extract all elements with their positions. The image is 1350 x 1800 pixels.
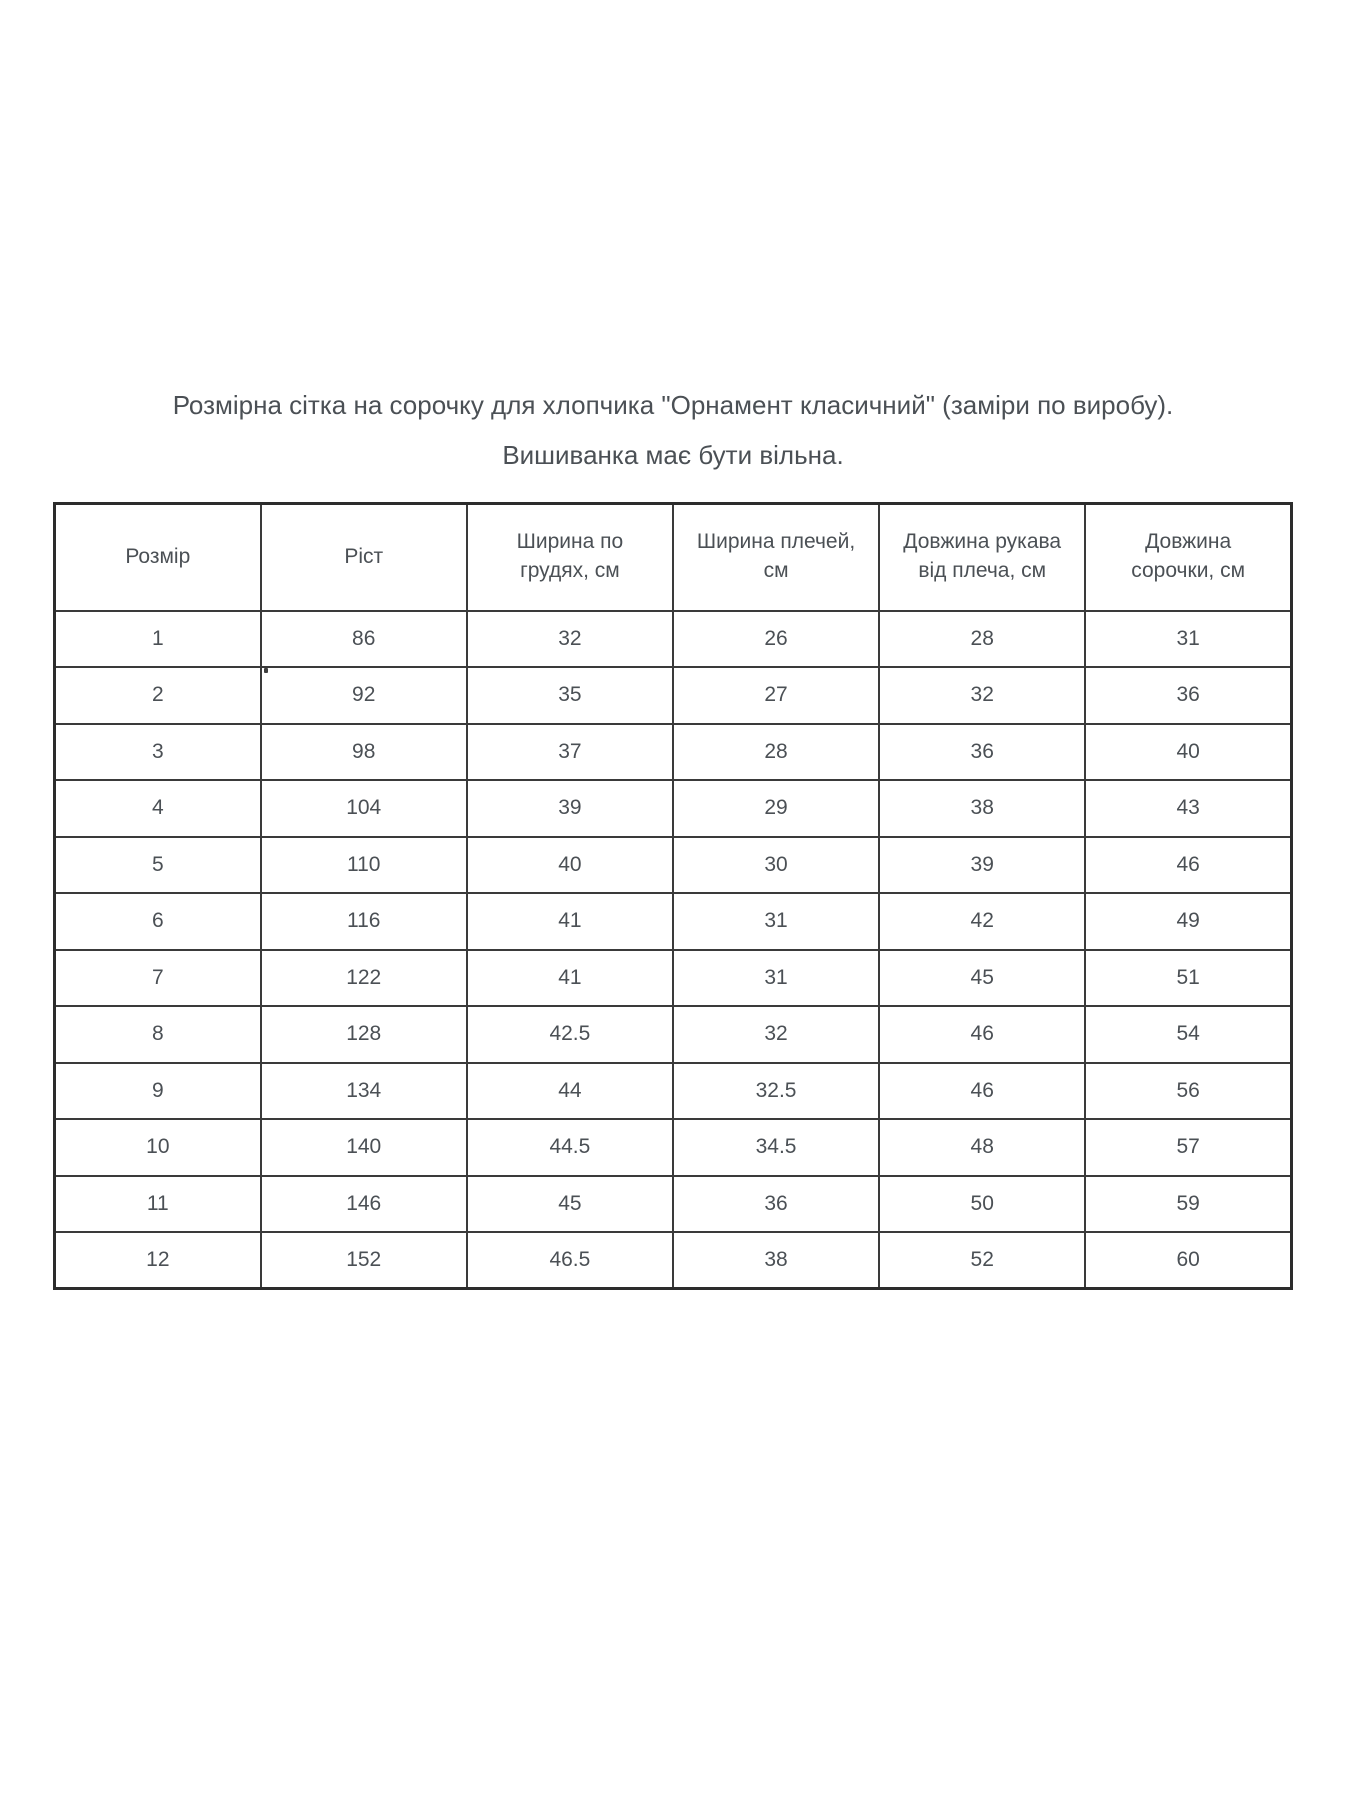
table-cell: 37 xyxy=(467,724,673,781)
title-block xyxy=(53,380,1293,480)
table-cell: 12 xyxy=(55,1232,261,1289)
table-cell: 92 xyxy=(261,667,467,724)
table-cell: 110 xyxy=(261,837,467,894)
table-cell: 1 xyxy=(55,611,261,668)
table-cell: 4 xyxy=(55,780,261,837)
table-cell: 122 xyxy=(261,950,467,1007)
table-cell: 134 xyxy=(261,1063,467,1120)
table-cell: 104 xyxy=(261,780,467,837)
table-row xyxy=(55,1232,1292,1289)
table-cell: 2 xyxy=(55,667,261,724)
table-row xyxy=(55,1119,1292,1176)
table-cell: 56 xyxy=(1085,1063,1291,1120)
table-cell: 43 xyxy=(1085,780,1291,837)
table-cell: 57 xyxy=(1085,1119,1291,1176)
table-cell: 28 xyxy=(879,611,1085,668)
table-cell: 39 xyxy=(467,780,673,837)
table-cell: 49 xyxy=(1085,893,1291,950)
table-cell: 44 xyxy=(467,1063,673,1120)
table-cell: 36 xyxy=(879,724,1085,781)
table-cell: 28 xyxy=(673,724,879,781)
table-cell: 51 xyxy=(1085,950,1291,1007)
table-cell: 10 xyxy=(55,1119,261,1176)
table-cell: 42 xyxy=(879,893,1085,950)
table-cell: 38 xyxy=(879,780,1085,837)
table-cell: 46 xyxy=(879,1006,1085,1063)
table-cell: 45 xyxy=(879,950,1085,1007)
table-cell: 6 xyxy=(55,893,261,950)
table-cell: 36 xyxy=(1085,667,1291,724)
table-cell: 46.5 xyxy=(467,1232,673,1289)
table-cell: 11 xyxy=(55,1176,261,1233)
table-cell: 152 xyxy=(261,1232,467,1289)
table-cell: 41 xyxy=(467,950,673,1007)
table-cell: 59 xyxy=(1085,1176,1291,1233)
table-cell: 54 xyxy=(1085,1006,1291,1063)
table-cell: 31 xyxy=(1085,611,1291,668)
table-cell: 40 xyxy=(467,837,673,894)
table-row xyxy=(55,724,1292,781)
table-cell: 140 xyxy=(261,1119,467,1176)
table-header-cell-chest-width: Ширина по грудях, см xyxy=(467,504,673,611)
page-title: Розмірна сітка на сорочку для хлопчика "Орнамент класичний" (заміри по виробу). xyxy=(172,390,1174,420)
table-cell: 32 xyxy=(467,611,673,668)
table-header xyxy=(55,504,1292,611)
table-cell: 128 xyxy=(261,1006,467,1063)
table-cell: 34.5 xyxy=(673,1119,879,1176)
table-cell: 116 xyxy=(261,893,467,950)
table-cell: 31 xyxy=(673,893,879,950)
table-row xyxy=(55,1063,1292,1120)
table-header-cell-size: Розмір xyxy=(55,504,261,611)
table-body xyxy=(55,611,1292,1289)
table-row xyxy=(55,780,1292,837)
table-cell: 41 xyxy=(467,893,673,950)
table-cell: 40 xyxy=(1085,724,1291,781)
table-cell: 42.5 xyxy=(467,1006,673,1063)
table-cell: 52 xyxy=(879,1232,1085,1289)
page-subtitle: Вишиванка має бути вільна. xyxy=(502,440,844,470)
table-cell: 60 xyxy=(1085,1232,1291,1289)
table-cell: 32 xyxy=(879,667,1085,724)
table-cell: 46 xyxy=(879,1063,1085,1120)
table-cell: 86 xyxy=(261,611,467,668)
table-cell: 39 xyxy=(879,837,1085,894)
table-header-row xyxy=(55,504,1292,611)
table-cell: 9 xyxy=(55,1063,261,1120)
table-cell: 3 xyxy=(55,724,261,781)
table-cell: 98 xyxy=(261,724,467,781)
table-cell: 32.5 xyxy=(673,1063,879,1120)
table-cell: 7 xyxy=(55,950,261,1007)
table-cell: 30 xyxy=(673,837,879,894)
table-row xyxy=(55,611,1292,668)
table-cell: 26 xyxy=(673,611,879,668)
table-row xyxy=(55,950,1292,1007)
table-cell: 8 xyxy=(55,1006,261,1063)
table-row xyxy=(55,1006,1292,1063)
table-header-cell-shirt-length: Довжина сорочки, см xyxy=(1085,504,1291,611)
table-header-cell-sleeve-length: Довжина рукава від плеча, см xyxy=(879,504,1085,611)
table-cell: 44.5 xyxy=(467,1119,673,1176)
table-cell: 146 xyxy=(261,1176,467,1233)
table-cell: 45 xyxy=(467,1176,673,1233)
size-table xyxy=(53,502,1293,1290)
table-cell: 32 xyxy=(673,1006,879,1063)
table-cell: 27 xyxy=(673,667,879,724)
table-cell: 36 xyxy=(673,1176,879,1233)
table-header-cell-height: Ріст xyxy=(261,504,467,611)
table-cell: 38 xyxy=(673,1232,879,1289)
table-cell: 46 xyxy=(1085,837,1291,894)
table-cell: 29 xyxy=(673,780,879,837)
table-cell: 5 xyxy=(55,837,261,894)
table-row xyxy=(55,667,1292,724)
table-cell: 50 xyxy=(879,1176,1085,1233)
table-cell: 31 xyxy=(673,950,879,1007)
table-row xyxy=(55,893,1292,950)
table-cell: 48 xyxy=(879,1119,1085,1176)
stray-dot-artifact xyxy=(264,668,268,673)
table-header-cell-shoulder-width: Ширина плечей, см xyxy=(673,504,879,611)
table-cell: 35 xyxy=(467,667,673,724)
table-row xyxy=(55,1176,1292,1233)
table-row xyxy=(55,837,1292,894)
